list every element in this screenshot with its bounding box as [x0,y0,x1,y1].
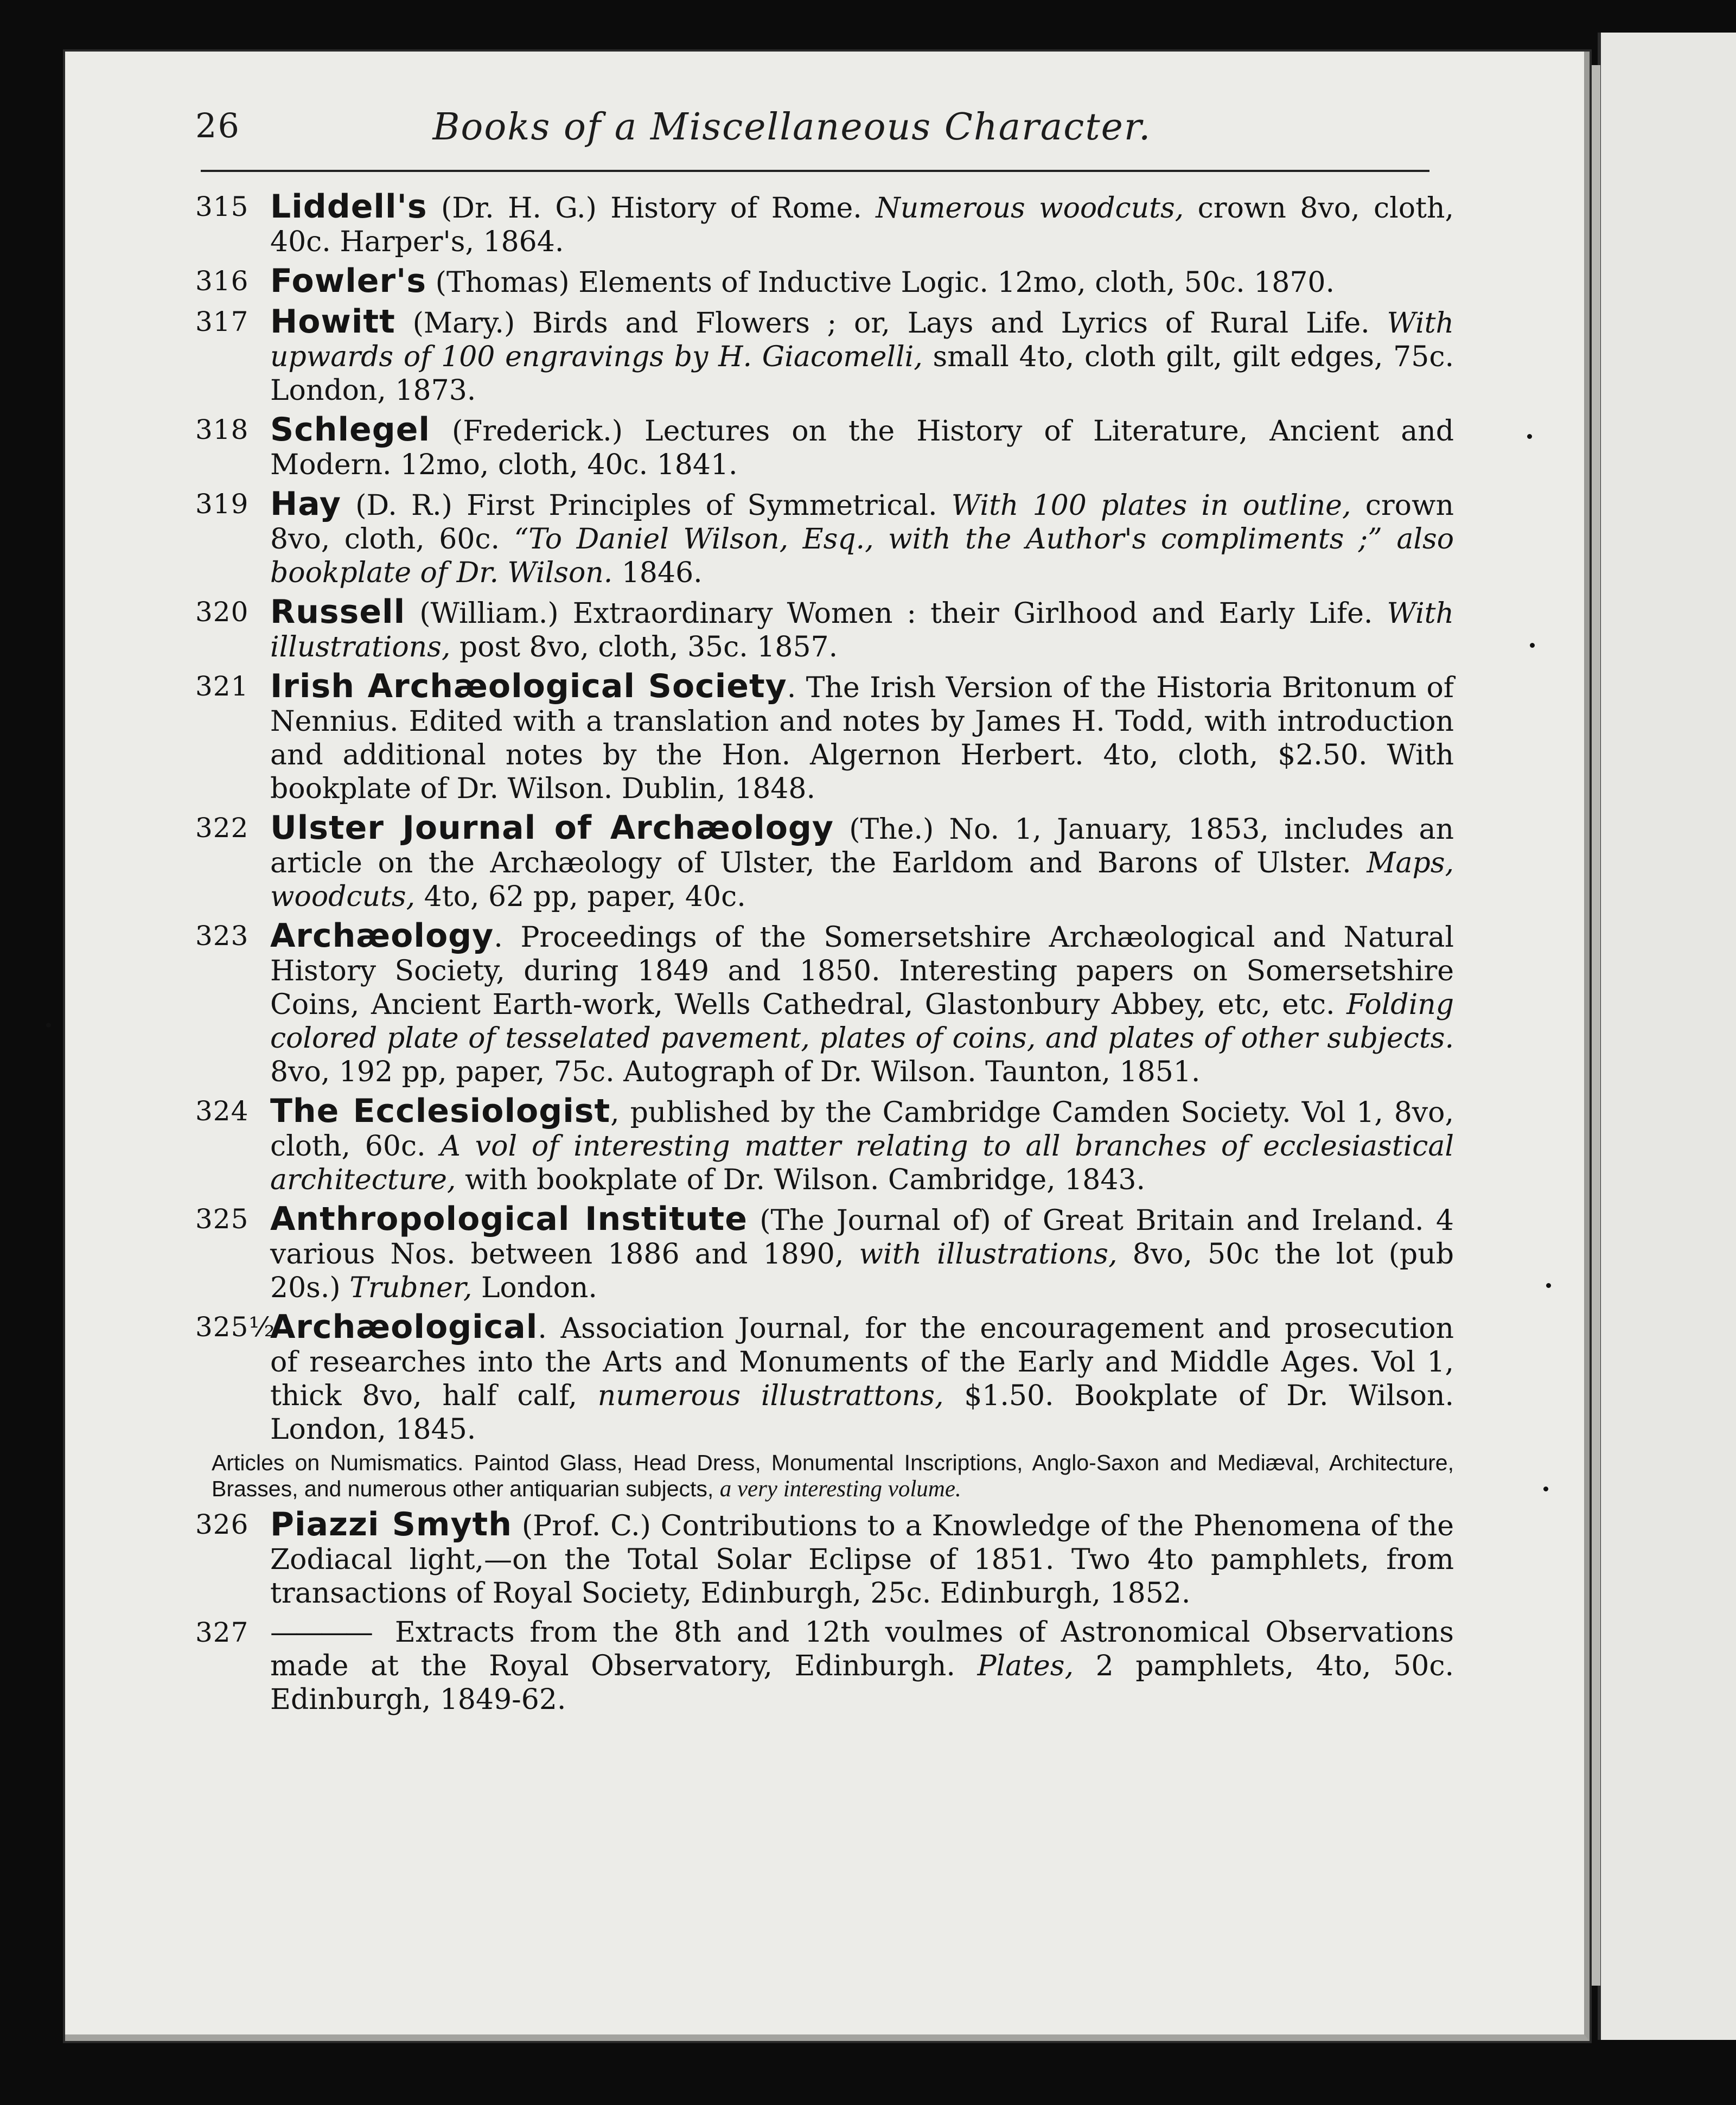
entry-author: Russell [270,593,406,631]
catalogue-entries [195,190,1454,1722]
entry-number: 327 [195,1617,249,1648]
catalogue-entry [195,1202,1454,1305]
entry-author: Anthropological Institute [270,1200,748,1238]
entry-text: 1846. [612,557,703,589]
entry-text: 8vo, 50c the lot (pub 20s.) [270,1238,1454,1304]
entry-number: 316 [195,265,249,297]
entry-text: . Association Journal, for the encouragement and prosecution of researches into the Arts and Monuments of the Early and Middle Ages. Vol 1, thick 8vo, half calf, [270,1312,1454,1412]
entry-number: 317 [195,306,249,337]
entry-number: 324 [195,1095,249,1127]
entry-text: small 4to, cloth gilt, gilt edges, 75c. London, 1873. [270,341,1454,407]
entry-text: 2 pamphlets, 4to, 50c. Edinburgh, 1849-62. [270,1650,1454,1716]
entry-text: 4to, 62 pp, paper, 40c. [415,881,746,913]
catalogue-entry [195,1094,1454,1197]
entry-text: with bookplate of Dr. Wilson. Cambridge, 1843. [456,1164,1146,1196]
entry-number: 319 [195,488,249,520]
entry-author: Archæological [270,1308,538,1346]
scan-speck [1527,434,1532,439]
catalogue-entry [195,264,1454,299]
entry-text: (The Journal of) of Great Britain and Ireland. 4 various Nos. between 1886 and 1890, [270,1204,1454,1271]
entry-number: 325½ [195,1311,276,1343]
entry-author: Howitt [270,303,395,341]
entry-text: 8vo, 192 pp, paper, 75c. Autograph of Dr. Wilson. Taunton, 1851. [270,1056,1201,1088]
entry-author: Piazzi Smyth [270,1506,512,1543]
entry-text-italic: Trubner, [349,1272,473,1304]
header-rule [201,170,1429,172]
entry-number: 321 [195,671,249,702]
entry-text: (Frederick.) Lectures on the History of Literature, Ancient and Modern. 12mo, cloth, 40c. 1841. [270,415,1454,481]
entry-text: London. [472,1272,597,1304]
catalogue-entry [195,305,1454,407]
entry-number: 320 [195,596,249,628]
entry-number: 326 [195,1509,249,1540]
scan-speck [1530,643,1535,648]
catalogue-entry [195,413,1454,482]
entry-text: (William.) Extraordinary Women : their Girlhood and Early Life. [405,597,1387,630]
entry-author: Irish Archæological Society [270,667,787,705]
entry-text: . Proceedings of the Somersetshire Archæological and Natural History Society, during 1849 and 1850. Interesting papers on Somersetshire Coins, Ancient Earth-work, Wells Cathedral, Glastonbury Abbey, etc, etc. [270,921,1454,1021]
entry-text: (D. R.) First Principles of Symmetrical. [341,489,952,522]
adjacent-page-edge [1598,33,1736,2040]
entry-note [212,1450,1454,1502]
entry-text: (Dr. H. G.) History of Rome. [427,192,876,225]
entry-text-italic: With upwards of 100 engravings by H. Giacomelli, [270,307,1454,373]
entry-text: (The.) No. 1, January, 1853, includes an article on the Archæology of Ulster, the Earldom and Barons of Ulster. [270,813,1454,879]
entry-author: Hay [270,485,341,523]
note-text-italic: a very interesting volume. [719,1476,961,1502]
entry-author: Schlegel [270,411,430,449]
entry-text: (Mary.) Birds and Flowers ; or, Lays and Lyrics of Rural Life. [395,307,1387,340]
entry-text: $1.50. Bookplate of Dr. Wilson. London, 1845. [270,1380,1454,1446]
entry-text-italic: numerous illustrattons, [597,1380,944,1412]
catalogue-page [65,52,1590,2041]
entry-number: 318 [195,414,249,445]
entry-text-italic: “To Daniel Wilson, Esq., with the Author's compliments ;” also bookplate of Dr. Wilson. [270,523,1454,589]
ditto-dash: ———— [270,1616,370,1649]
entry-text-italic: With illustrations, [270,597,1454,664]
entry-text-italic: A vol of interesting matter relating to all branches of ecclesiastical architecture, [270,1130,1454,1196]
entry-author: Fowler's [270,262,427,300]
catalogue-entry [195,811,1454,914]
entry-text: . The Irish Version of the Historia Britonum of Nennius. Edited with a translation and notes by James H. Todd, with introduction and additional notes by the Hon. Algernon Herbert. 4to, cloth, $2.50. With bookplate of Dr. Wilson. Dublin, 1848. [270,672,1454,805]
catalogue-entry [195,1508,1454,1610]
entry-number: 323 [195,920,249,952]
note-text: Articles on Numismatics. Paintod Glass, Head Dress, Monumental Inscriptions, Anglo-Saxon and Mediæval, Architecture, Brasses, and numerous other antiquarian subjects, [212,1450,1454,1501]
entry-author: Liddell's [270,188,427,226]
scan-speck [1543,1487,1548,1491]
entry-text: crown 8vo, cloth, 60c. [270,489,1454,556]
catalogue-entry [195,919,1454,1089]
scan-speck [1546,1283,1551,1288]
entry-text: Extracts from the 8th and 12th voulmes of Astronomical Observations made at the Royal Observatory, Edinburgh. [270,1616,1454,1682]
entry-number: 315 [195,191,249,222]
catalogue-entry [195,487,1454,590]
scan-speck [46,1023,51,1028]
entry-text: crown 8vo, cloth, 40c. Harper's, 1864. [270,192,1454,258]
entry-author: Archæology [270,917,494,955]
catalogue-entry [195,669,1454,806]
catalogue-entry [195,1310,1454,1446]
catalogue-entry [195,190,1454,259]
running-title: Books of a Miscellaneous Character. [432,106,1152,149]
entry-text-italic: Numerous woodcuts, [876,192,1184,225]
entry-text-italic: Plates, [977,1650,1074,1682]
entry-author: Ulster Journal of Archæology [270,809,834,847]
catalogue-entry [195,1616,1454,1717]
entry-text: (Thomas) Elements of Inductive Logic. 12mo, cloth, 50c. 1870. [426,266,1335,299]
entry-text: post 8vo, cloth, 35c. 1857. [450,631,838,664]
entry-text-italic: with illustrations, [859,1238,1118,1271]
entry-text: (Prof. C.) Contributions to a Knowledge of the Phenomena of the Zodiacal light,—on the Total Solar Eclipse of 1851. Two 4to pamphlets, from transactions of Royal Society, Edinburgh, 25c. Edinburgh, 1852. [270,1510,1454,1610]
entry-author: The Ecclesiologist [270,1092,611,1130]
entry-number: 322 [195,812,249,844]
catalogue-entry [195,595,1454,664]
page-number: 26 [195,106,240,145]
entry-text: , published by the Cambridge Camden Society. Vol 1, 8vo, cloth, 60c. [270,1096,1454,1163]
entry-text-italic: Maps, woodcuts, [270,847,1454,913]
entry-number: 325 [195,1203,249,1235]
entry-text-italic: With 100 plates in outline, [951,489,1351,522]
entry-text-italic: Folding colored plate of tesselated pavement, plates of coins, and plates of other subjects. [270,988,1454,1055]
